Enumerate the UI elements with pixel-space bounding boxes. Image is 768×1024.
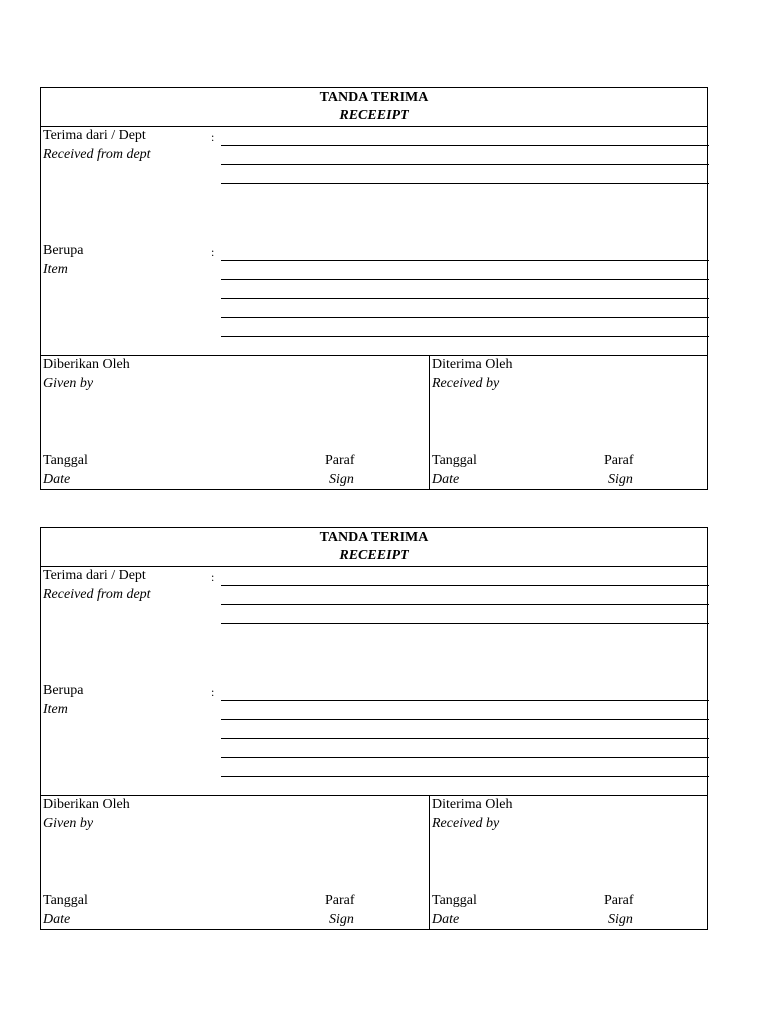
item-field-line-5[interactable] bbox=[221, 776, 709, 777]
received-from-field-line-2[interactable] bbox=[221, 164, 709, 165]
receiver-date-label-en: Date bbox=[432, 472, 460, 487]
form-title: TANDA TERIMA bbox=[319, 90, 429, 105]
receiver-date-label: Tanggal bbox=[432, 453, 477, 468]
giver-date-label-en: Date bbox=[43, 912, 71, 927]
receipt-form-2 bbox=[40, 527, 708, 930]
receipt-form-1 bbox=[40, 87, 708, 490]
received-from-field-line-3[interactable] bbox=[221, 623, 709, 624]
signature-column-divider bbox=[429, 795, 430, 930]
receiver-sign-label-en: Sign bbox=[608, 472, 633, 487]
item-field-line-5[interactable] bbox=[221, 336, 709, 337]
signature-column-divider bbox=[429, 355, 430, 490]
received-from-label-en: Received from dept bbox=[43, 587, 151, 602]
item-field-line-1[interactable] bbox=[221, 260, 709, 261]
receiver-sign-label: Paraf bbox=[604, 453, 634, 468]
form-subtitle: RECEEIPT bbox=[339, 548, 409, 563]
giver-date-label: Tanggal bbox=[43, 453, 88, 468]
received-from-field-line-1[interactable] bbox=[221, 145, 709, 146]
item-label: Berupa bbox=[43, 243, 84, 258]
giver-date-label: Tanggal bbox=[43, 893, 88, 908]
form-header bbox=[41, 88, 707, 127]
item-label: Berupa bbox=[43, 683, 84, 698]
received-by-label: Diterima Oleh bbox=[432, 797, 513, 812]
item-field-line-3[interactable] bbox=[221, 298, 709, 299]
given-by-label-en: Given by bbox=[43, 816, 94, 831]
received-from-label: Terima dari / Dept bbox=[43, 128, 146, 143]
received-from-field-line-2[interactable] bbox=[221, 604, 709, 605]
item-field-line-4[interactable] bbox=[221, 317, 709, 318]
item-label-en: Item bbox=[43, 262, 68, 277]
received-from-field-line-1[interactable] bbox=[221, 585, 709, 586]
signature-section-divider bbox=[41, 355, 707, 356]
item-colon: : bbox=[211, 245, 215, 259]
receiver-sign-label-en: Sign bbox=[608, 912, 633, 927]
signature-section-divider bbox=[41, 795, 707, 796]
giver-sign-label: Paraf bbox=[325, 453, 355, 468]
received-from-label: Terima dari / Dept bbox=[43, 568, 146, 583]
item-field-line-3[interactable] bbox=[221, 738, 709, 739]
giver-sign-label: Paraf bbox=[325, 893, 355, 908]
received-from-field-line-3[interactable] bbox=[221, 183, 709, 184]
form-header bbox=[41, 528, 707, 567]
received-from-label-en: Received from dept bbox=[43, 147, 151, 162]
item-field-line-4[interactable] bbox=[221, 757, 709, 758]
item-colon: : bbox=[211, 685, 215, 699]
item-field-line-2[interactable] bbox=[221, 279, 709, 280]
item-field-line-1[interactable] bbox=[221, 700, 709, 701]
receiver-sign-label: Paraf bbox=[604, 893, 634, 908]
form-title: TANDA TERIMA bbox=[319, 530, 429, 545]
given-by-label-en: Given by bbox=[43, 376, 94, 391]
received-from-colon: : bbox=[211, 130, 215, 144]
form-subtitle: RECEEIPT bbox=[339, 108, 409, 123]
giver-sign-label-en: Sign bbox=[329, 912, 354, 927]
received-by-label-en: Received by bbox=[432, 816, 500, 831]
given-by-label: Diberikan Oleh bbox=[43, 797, 130, 812]
received-by-label: Diterima Oleh bbox=[432, 357, 513, 372]
giver-date-label-en: Date bbox=[43, 472, 71, 487]
giver-sign-label-en: Sign bbox=[329, 472, 354, 487]
given-by-label: Diberikan Oleh bbox=[43, 357, 130, 372]
receiver-date-label-en: Date bbox=[432, 912, 460, 927]
item-label-en: Item bbox=[43, 702, 68, 717]
received-from-colon: : bbox=[211, 570, 215, 584]
received-by-label-en: Received by bbox=[432, 376, 500, 391]
receiver-date-label: Tanggal bbox=[432, 893, 477, 908]
item-field-line-2[interactable] bbox=[221, 719, 709, 720]
